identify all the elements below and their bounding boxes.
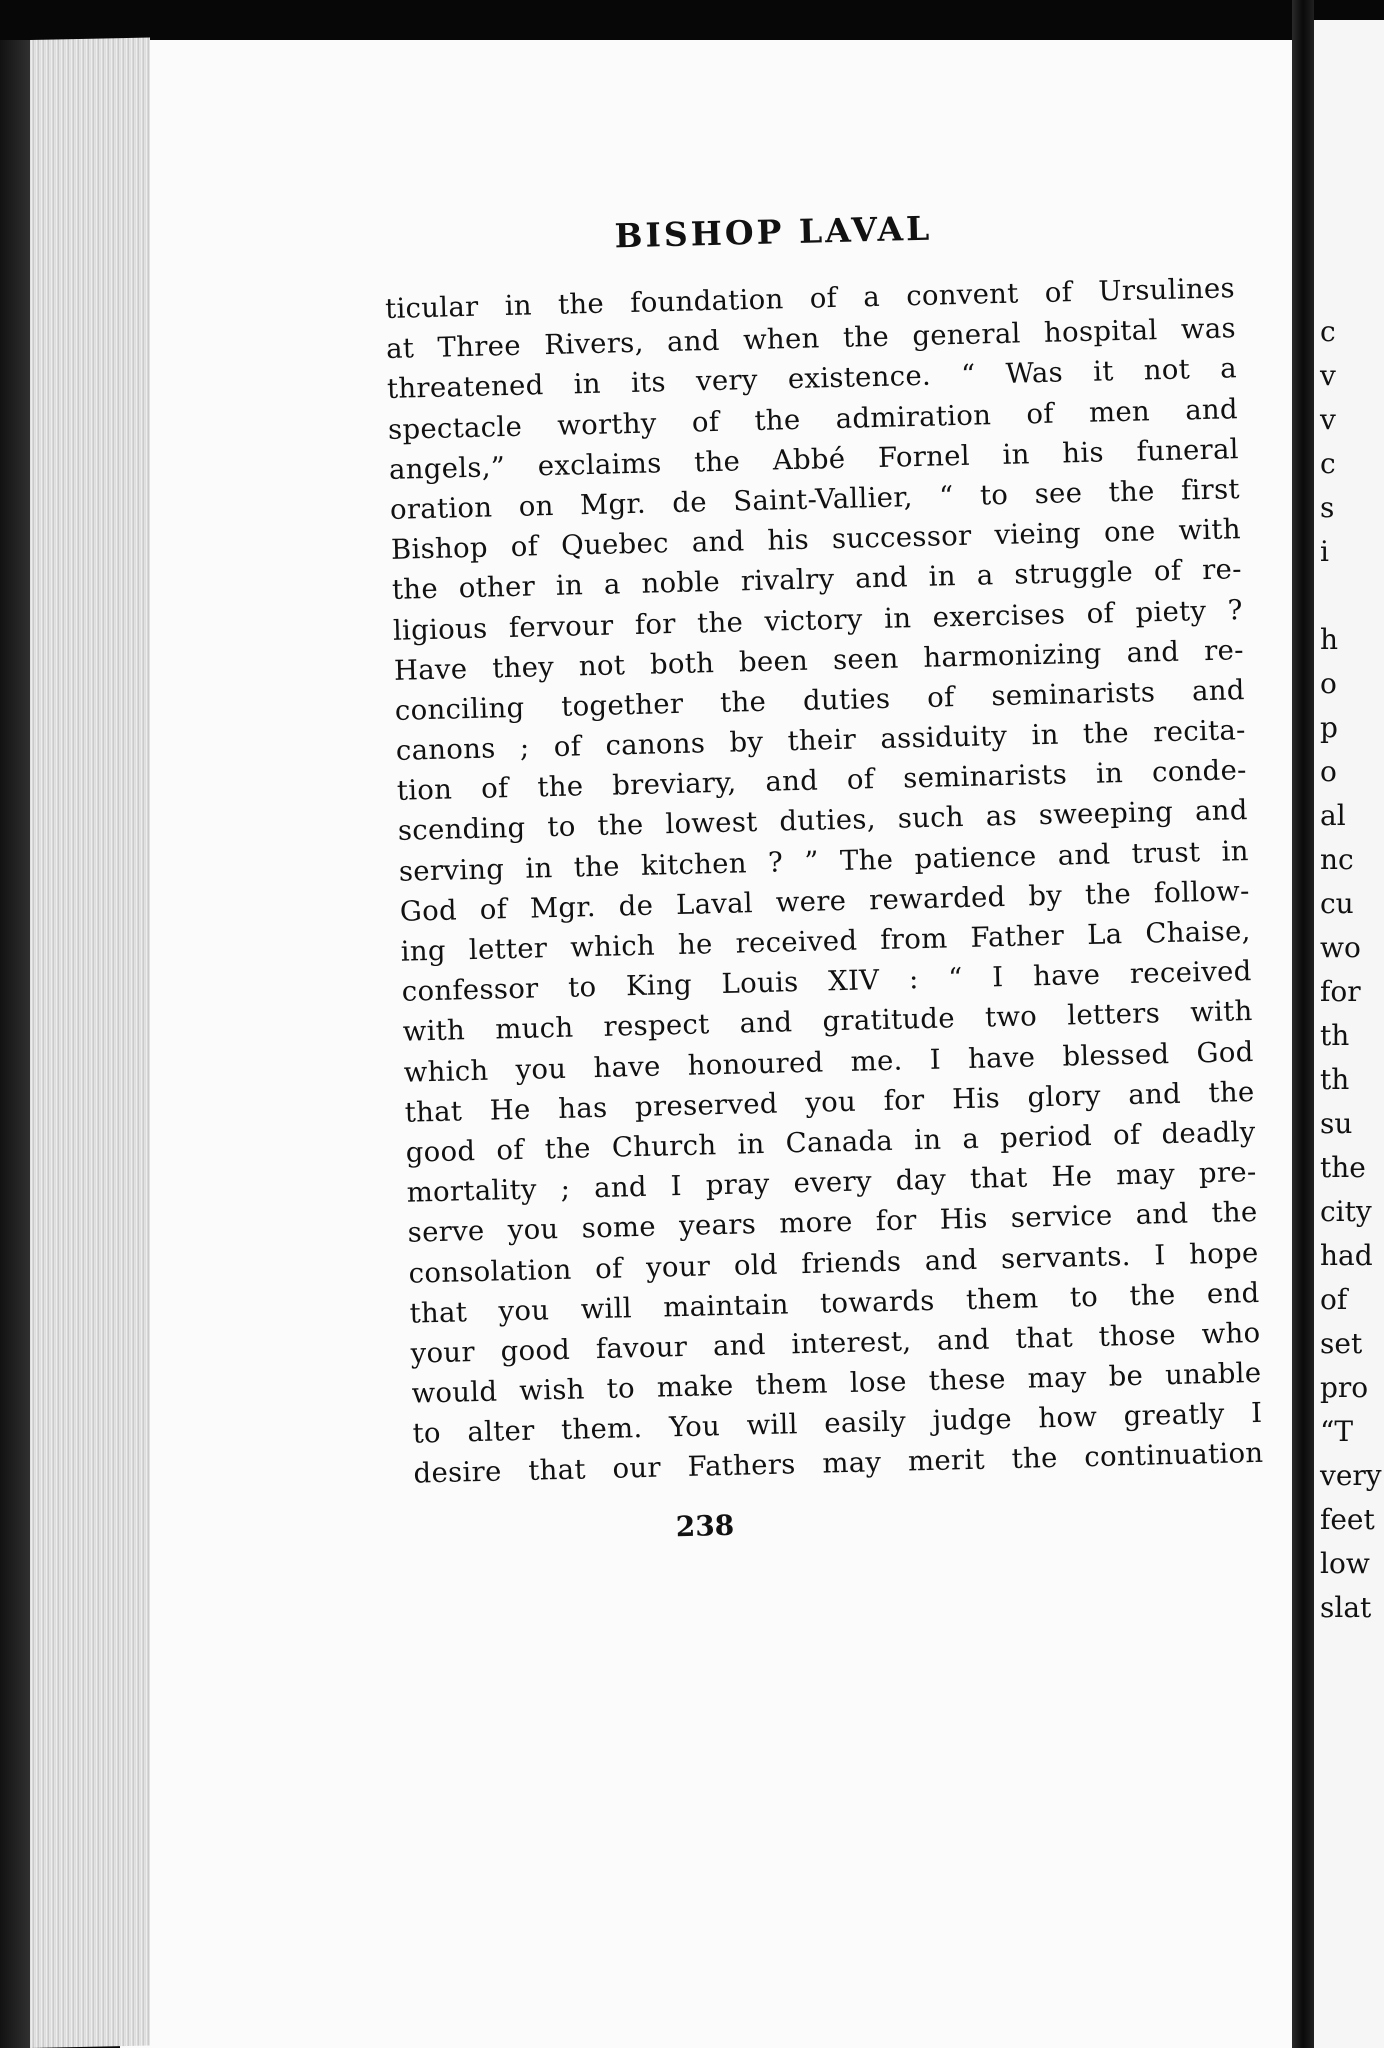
facing-line: cu: [1320, 887, 1354, 920]
text-line: your good favour and interest, and that those who: [410, 1316, 1261, 1370]
text-line: desire that our Fathers may merit the continuation: [413, 1437, 1264, 1491]
text-line: good of the Church in Canada in a period of deadly: [405, 1115, 1256, 1169]
facing-line: “T: [1320, 1415, 1353, 1448]
facing-line: su: [1320, 1107, 1353, 1140]
facing-line: h: [1320, 623, 1339, 656]
text-line: ing letter which he received from Father La Chaise,: [400, 915, 1251, 968]
facing-line: o: [1320, 755, 1337, 788]
facing-line: feet: [1320, 1503, 1375, 1536]
page-text-block: [383, 201, 1265, 1549]
facing-line: of: [1320, 1283, 1348, 1316]
text-line: to alter them. You will easily judge how greatly I: [412, 1397, 1263, 1450]
text-line: would wish to make them lose these may be unable: [411, 1356, 1262, 1410]
text-line: spectacle worthy of the admiration of men and: [387, 392, 1239, 446]
text-line: God of Mgr. de Laval were rewarded by the follow-: [399, 874, 1250, 928]
facing-line: v: [1320, 403, 1336, 436]
text-line: which you have honoured me. I have blessed God: [403, 1035, 1254, 1089]
text-line: that you will maintain towards them to the end: [409, 1276, 1260, 1330]
facing-line: s: [1320, 491, 1335, 524]
text-line: Bishop of Quebec and his successor vieing one with: [390, 513, 1242, 567]
text-line: scending to the lowest duties, such as sweeping and: [397, 794, 1249, 848]
text-line: that He has preserved you for His glory and the: [404, 1075, 1255, 1129]
book-page-right-partial: [1314, 20, 1384, 2048]
facing-line: th: [1320, 1063, 1350, 1096]
text-line: serve you some years more for His service and the: [407, 1196, 1258, 1250]
text-line: at Three Rivers, and when the general hospital was: [385, 312, 1237, 366]
text-line: oration on Mgr. de Saint-Vallier, “ to see the first: [389, 473, 1241, 526]
facing-line: for: [1320, 975, 1361, 1008]
facing-line: p: [1320, 711, 1338, 744]
facing-line: set: [1320, 1327, 1363, 1360]
text-line: conciling together the duties of seminarists and: [394, 673, 1246, 727]
text-line: threatened in its very existence. “ Was it not a: [386, 352, 1238, 406]
book-gutter: [1292, 0, 1314, 2048]
facing-line: c: [1320, 447, 1336, 480]
facing-line: [1320, 574, 1382, 618]
text-line: confessor to King Louis XIV : “ I have received: [401, 955, 1252, 1008]
facing-line: low: [1320, 1547, 1370, 1580]
facing-line: v: [1320, 359, 1336, 392]
text-line: angels,” exclaims the Abbé Fornel in his funeral: [388, 432, 1240, 486]
facing-line: nc: [1320, 843, 1354, 876]
facing-line: city: [1320, 1195, 1372, 1228]
text-line: ligious fervour for the victory in exercises of piety ?: [392, 593, 1244, 647]
text-line: the other in a noble rivalry and in a struggle of re-: [391, 553, 1243, 607]
text-line: canons ; of canons by their assiduity in the recita-: [395, 714, 1247, 767]
facing-line: wo: [1320, 931, 1361, 964]
facing-line: the: [1320, 1151, 1366, 1184]
page-number: 238: [675, 1508, 735, 1543]
text-line: mortality ; and I pray every day that He may pre-: [406, 1156, 1257, 1209]
text-line: tion of the breviary, and of seminarists in conde-: [396, 754, 1248, 808]
facing-line: slat: [1320, 1591, 1372, 1624]
text-line: with much respect and gratitude two letters with: [402, 995, 1253, 1049]
text-line: Have they not both been seen harmonizing and re-: [393, 633, 1245, 687]
facing-line: very: [1320, 1459, 1382, 1492]
facing-line: had: [1320, 1239, 1373, 1272]
facing-line: th: [1320, 1019, 1350, 1052]
text-line: consolation of your old friends and servants. I hope: [408, 1236, 1259, 1290]
stacked-page-edges: [30, 37, 150, 2048]
scan-background-top: [0, 0, 1384, 40]
body-text: [385, 268, 1264, 1494]
facing-line: i: [1320, 535, 1329, 568]
facing-line: o: [1320, 667, 1337, 700]
text-line: ticular in the foundation of a convent of Ursulines: [384, 272, 1236, 325]
facing-page-text: [1320, 310, 1382, 1630]
facing-line: pro: [1320, 1371, 1369, 1404]
facing-line: al: [1320, 799, 1346, 832]
text-line: serving in the kitchen ? ” The patience and trust in: [398, 834, 1250, 888]
facing-line: c: [1320, 315, 1336, 348]
running-head: BISHOP LAVAL: [614, 208, 933, 256]
